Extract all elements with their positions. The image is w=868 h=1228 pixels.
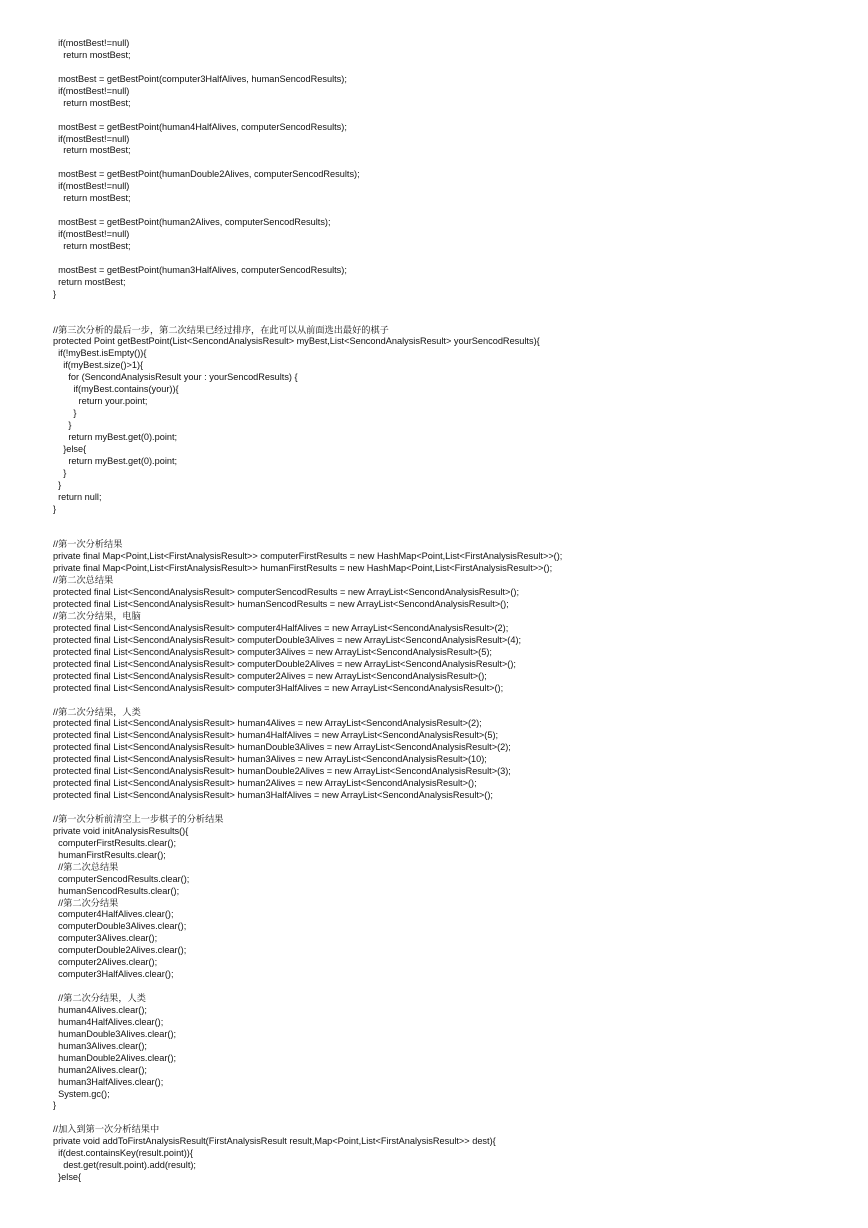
code-line: } (53, 479, 62, 490)
code-line: computer3HalfAlives.clear(); (53, 969, 174, 980)
code-line (53, 802, 853, 814)
code-line: protected final List<SencondAnalysisResult> human4HalfAlives = new ArrayList<SencondAnalysisResult>(5); (53, 730, 499, 741)
code-line: return mostBest; (53, 97, 131, 108)
code-line: computerDouble3Alives.clear(); (53, 921, 187, 932)
code-line: humanFirstResults.clear(); (53, 849, 166, 860)
code-line: human4Alives.clear(); (53, 1004, 147, 1015)
code-line: if(mostBest!=null) (53, 133, 130, 144)
code-line: human2Alives.clear(); (53, 1064, 147, 1075)
code-line: protected final List<SencondAnalysisResult> computerDouble2Alives = new ArrayList<SencondAnalysisResult>(); (53, 658, 516, 669)
code-line: mostBest = getBestPoint(humanDouble2Alives, computerSencodResults); (53, 169, 360, 180)
code-line: protected final List<SencondAnalysisResult> human3Alives = new ArrayList<SencondAnalysisResult>(10); (53, 754, 487, 765)
code-line (53, 313, 853, 325)
code-line: humanSencodResults.clear(); (53, 885, 180, 896)
code-line: //第二次分结果，电脑 (53, 611, 141, 621)
code-line (53, 205, 853, 217)
code-line: System.gc(); (53, 1088, 110, 1099)
code-line: //第二次分结果，人类 (53, 706, 141, 717)
code-line: if(mostBest!=null) (53, 181, 130, 192)
code-line: } (53, 503, 57, 514)
code-line: human3Alives.clear(); (53, 1040, 147, 1051)
code-line: if(mostBest!=null) (53, 38, 130, 48)
code-line: dest.get(result.point).add(result); (53, 1160, 196, 1171)
code-line: computer3Alives.clear(); (53, 933, 158, 944)
code-line: computer2Alives.clear(); (53, 957, 158, 968)
code-line: computerSencodResults.clear(); (53, 873, 190, 884)
code-line: //第一次分析前清空上一步棋子的分析结果 (53, 813, 224, 824)
code-line: protected final List<SencondAnalysisResult> computer3HalfAlives = new ArrayList<SencondAnalysisResult>(); (53, 682, 504, 693)
code-line: protected final List<SencondAnalysisResult> computer4HalfAlives = new ArrayList<SencondAnalysisResult>(2); (53, 622, 509, 633)
code-line (53, 981, 853, 993)
code-line: for (SencondAnalysisResult your : yourSencodResults) { (53, 372, 298, 383)
code-line: protected final List<SencondAnalysisResult> human2Alives = new ArrayList<SencondAnalysisResult>(); (53, 778, 477, 789)
code-line: if(mostBest!=null) (53, 229, 130, 239)
code-line: return mostBest; (53, 49, 131, 60)
code-line: protected final List<SencondAnalysisResult> human4Alives = new ArrayList<SencondAnalysisResult>(2); (53, 718, 482, 729)
code-line: return mostBest; (53, 240, 131, 251)
code-line: protected final List<SencondAnalysisResult> humanSencodResults = new ArrayList<SencondAnalysisResult>(); (53, 599, 509, 610)
code-line: private final Map<Point,List<FirstAnalysisResult>> humanFirstResults = new HashMap<Point,List<FirstAnalysisResult>>(); (53, 563, 553, 574)
code-line: computer4HalfAlives.clear(); (53, 909, 174, 920)
code-line: } (53, 288, 57, 299)
code-line: }else{ (53, 1172, 82, 1183)
code-line: protected final List<SencondAnalysisResult> humanDouble2Alives = new ArrayList<SencondAnalysisResult>(3); (53, 766, 511, 777)
code-line: if(dest.containsKey(result.point)){ (53, 1148, 193, 1159)
code-line (53, 516, 853, 528)
code-line: //加入到第一次分析结果中 (53, 1124, 160, 1135)
code-line (53, 62, 853, 74)
code-line: protected Point getBestPoint(List<SencondAnalysisResult> myBest,List<SencondAnalysisResult> yourSencodResults){ (53, 336, 540, 347)
code-line: //第二次总结果 (53, 861, 119, 872)
code-line: protected final List<SencondAnalysisResult> human3HalfAlives = new ArrayList<SencondAnalysisResult>(); (53, 790, 493, 801)
code-line: humanDouble3Alives.clear(); (53, 1028, 177, 1039)
code-line: protected final List<SencondAnalysisResult> computerDouble3Alives = new ArrayList<SencondAnalysisResult>(4); (53, 634, 522, 645)
code-line: }else{ (53, 443, 87, 454)
code-line: //第二次总结果 (53, 575, 114, 586)
code-line: private final Map<Point,List<FirstAnalysisResult>> computerFirstResults = new HashMap<Point,List<FirstAnalysisResult>>(); (53, 551, 563, 562)
code-line (53, 157, 853, 169)
code-line (53, 1112, 853, 1124)
code-line: return mostBest; (53, 145, 131, 156)
code-line: } (53, 1100, 57, 1111)
code-line: //第三次分析的最后一步，第二次结果已经过排序，在此可以从前面选出最好的棋子 (53, 324, 389, 335)
code-line: mostBest = getBestPoint(human4HalfAlives, computerSencodResults); (53, 121, 347, 132)
code-line: protected final List<SencondAnalysisResult> humanDouble3Alives = new ArrayList<SencondAnalysisResult>(2); (53, 742, 511, 753)
code-line (53, 253, 853, 265)
code-line: return mostBest; (53, 193, 131, 204)
code-line: } (53, 420, 72, 430)
code-line: humanDouble2Alives.clear(); (53, 1052, 177, 1063)
code-line: //第一次分析结果 (53, 539, 123, 550)
code-line: private void initAnalysisResults(){ (53, 825, 189, 836)
code-line: if(myBest.size()>1){ (53, 360, 144, 371)
code-line: protected final List<SencondAnalysisResult> computerSencodResults = new ArrayList<SencondAnalysisResult>(); (53, 587, 520, 598)
code-line: computerFirstResults.clear(); (53, 837, 177, 848)
code-line: protected final List<SencondAnalysisResult> computer3Alives = new ArrayList<SencondAnalysisResult>(5); (53, 646, 492, 657)
code-line: } (53, 467, 67, 478)
code-line: return myBest.get(0).point; (53, 431, 178, 442)
code-line: human3HalfAlives.clear(); (53, 1076, 164, 1087)
code-line: return myBest.get(0).point; (53, 455, 178, 466)
code-line: if(!myBest.isEmpty()){ (53, 348, 147, 359)
code-line: mostBest = getBestPoint(computer3HalfAlives, humanSencodResults); (53, 73, 347, 84)
code-line: mostBest = getBestPoint(human3HalfAlives, computerSencodResults); (53, 264, 347, 275)
code-line (53, 695, 853, 707)
code-line: //第二次分结果，人类 (53, 993, 146, 1003)
code-line: return null; (53, 491, 102, 502)
code-line: if(mostBest!=null) (53, 85, 130, 96)
code-listing (53, 38, 853, 1184)
code-line: mostBest = getBestPoint(human2Alives, computerSencodResults); (53, 217, 331, 228)
code-line: return mostBest; (53, 276, 126, 287)
code-line: private void addToFirstAnalysisResult(FirstAnalysisResult result,Map<Point,List<FirstAnalysisResult>> dest){ (53, 1136, 496, 1147)
code-line (53, 301, 853, 313)
code-line: protected final List<SencondAnalysisResult> computer2Alives = new ArrayList<SencondAnalysisResult>(); (53, 670, 487, 681)
code-line (53, 527, 853, 539)
code-line: if(myBest.contains(your)){ (53, 384, 179, 395)
code-line: computerDouble2Alives.clear(); (53, 945, 187, 956)
code-line: } (53, 408, 77, 419)
code-line: return your.point; (53, 396, 148, 407)
code-line: human4HalfAlives.clear(); (53, 1016, 164, 1027)
code-line: //第二次分结果 (53, 897, 119, 908)
code-line (53, 110, 853, 122)
